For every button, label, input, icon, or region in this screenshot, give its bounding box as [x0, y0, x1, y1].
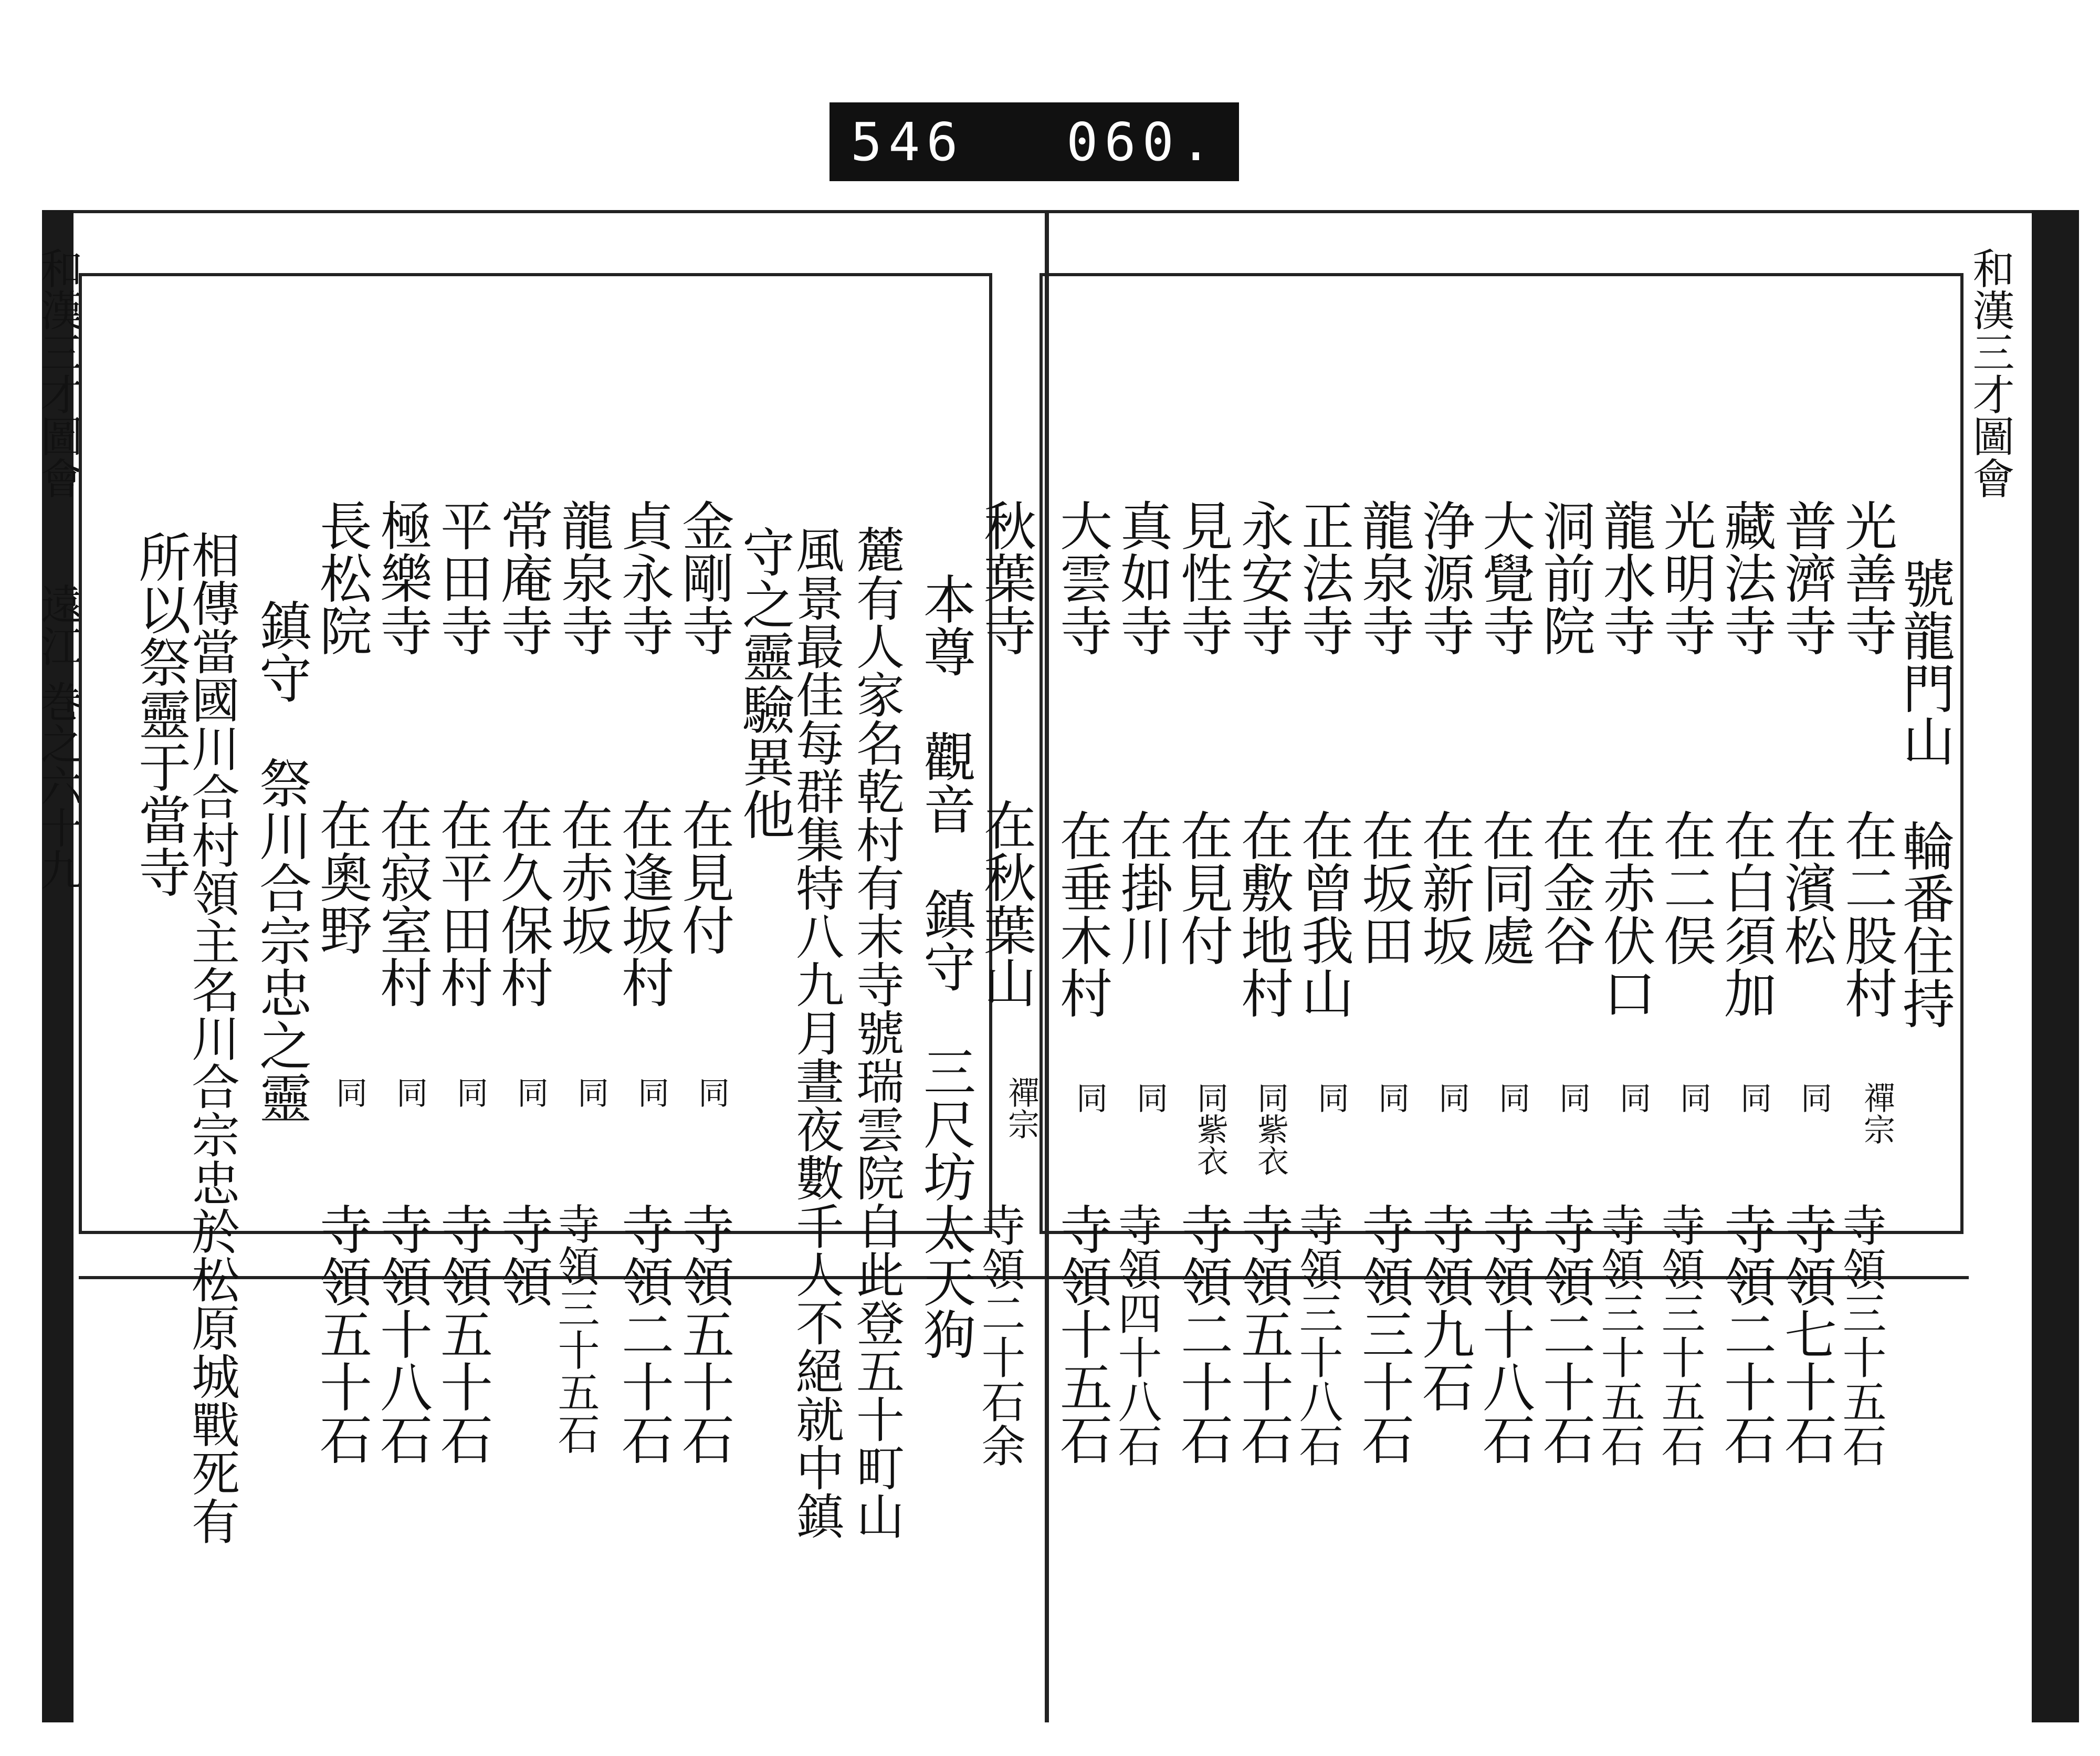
right-row-0-sect: 禪宗 — [1858, 1082, 1895, 1145]
right-row-3-loc: 在二俣 — [1655, 809, 1716, 966]
right-row-13-loc: 在垂木村 — [1051, 809, 1112, 1019]
left-row-5-fief: 寺領十八石 — [371, 1203, 433, 1465]
right-row-12-fief: 寺領四十八石 — [1111, 1203, 1162, 1467]
right-row-7-fief: 寺領九石 — [1413, 1203, 1475, 1413]
right-row-3-fief: 寺領三十五石 — [1654, 1203, 1706, 1467]
right-row-12-loc: 在掛川 — [1111, 809, 1173, 966]
right-margin-title: 和漢三才圖會 — [1966, 247, 2014, 499]
right-row-10-name: 永安寺 — [1232, 499, 1294, 656]
left-row-3-fief: 寺領 — [492, 1203, 553, 1308]
right-row-8-loc: 在坂田 — [1353, 809, 1414, 966]
right-row-8-name: 龍泉寺 — [1353, 499, 1414, 656]
right-row-11-loc: 在見付 — [1172, 809, 1233, 966]
right-row-10-loc: 在敷地村 — [1232, 809, 1294, 1019]
right-row-7-loc: 在新坂 — [1413, 809, 1475, 966]
left-row-0-fief: 寺領五十石 — [673, 1203, 734, 1465]
right-header: 號龍門山 輪番住持 — [1894, 557, 1955, 1029]
right-row-11-name: 見性寺 — [1172, 499, 1233, 656]
left-temple-sect: 禪宗 — [1003, 1076, 1040, 1140]
left-row-3-name: 常庵寺 — [492, 499, 553, 656]
right-row-12-sect: 同 — [1131, 1082, 1168, 1113]
right-row-13-name: 大雲寺 — [1051, 499, 1112, 656]
left-row-5-loc: 在寂室村 — [371, 798, 433, 1008]
left-desc-3: 守之靈驗異他 — [733, 525, 795, 840]
right-row-13-sect: 同 — [1071, 1082, 1108, 1113]
right-row-1-loc: 在濱松 — [1776, 809, 1837, 966]
right-row-6-fief: 寺領十八石 — [1474, 1203, 1535, 1465]
label-left: 546 — [850, 111, 964, 173]
right-row-1-fief: 寺領七十石 — [1776, 1203, 1837, 1465]
right-row-2-sect: 同 — [1735, 1082, 1772, 1113]
left-desc-1: 麓有人家名乾村有末寺號瑞雲院自此登五十町山 — [848, 525, 905, 1540]
right-row-6-sect: 同 — [1494, 1082, 1530, 1113]
right-row-7-name: 浄源寺 — [1413, 499, 1475, 656]
top-edge — [42, 210, 2079, 213]
left-row-6-fief: 寺領五十石 — [311, 1203, 372, 1465]
left-row-2-fief: 寺領三十五石 — [551, 1203, 600, 1455]
right-row-9-loc: 在曾我山 — [1293, 809, 1354, 1019]
left-row-4-sect: 同 — [452, 1076, 488, 1108]
left-row-6-loc: 在奧野 — [311, 798, 372, 956]
left-row-0-loc: 在見付 — [673, 798, 734, 956]
right-row-7-sect: 同 — [1433, 1082, 1470, 1113]
right-row-3-sect: 同 — [1675, 1082, 1712, 1113]
left-row-1-fief: 寺領二十石 — [613, 1203, 674, 1465]
right-row-13-fief: 寺領十五石 — [1051, 1203, 1112, 1465]
right-row-0-fief: 寺領三十五石 — [1835, 1203, 1887, 1467]
right-row-8-fief: 寺領三十石 — [1353, 1203, 1414, 1465]
right-row-1-name: 普濟寺 — [1776, 499, 1837, 656]
right-row-5-sect: 同 — [1554, 1082, 1591, 1113]
right-row-10-sect: 同紫衣 — [1252, 1082, 1289, 1176]
left-chinju: 鎮守 祭川合宗忠之靈 — [250, 599, 312, 1124]
left-temple-loc: 在秋葉山 — [975, 798, 1036, 1008]
right-row-4-fief: 寺領三十五石 — [1594, 1203, 1645, 1467]
left-honzon-line: 本尊 觀音 鎮守 三尺坊太天狗 — [915, 572, 976, 1360]
right-row-2-name: 藏法寺 — [1715, 499, 1777, 656]
right-row-2-fief: 寺領二十石 — [1715, 1203, 1777, 1465]
right-row-8-sect: 同 — [1373, 1082, 1410, 1113]
left-row-0-name: 金剛寺 — [673, 499, 734, 656]
right-row-2-loc: 在白須加 — [1715, 809, 1777, 1019]
right-row-4-loc: 在赤伏口 — [1594, 809, 1656, 1019]
left-desc-2: 風景最佳每群集特八九月晝夜數千人不絕就中鎮 — [788, 525, 844, 1540]
left-row-2-name: 龍泉寺 — [552, 499, 614, 656]
left-row-0-sect: 同 — [693, 1076, 730, 1108]
left-row-5-name: 極樂寺 — [371, 499, 433, 656]
left-row-1-loc: 在逢坂村 — [613, 798, 674, 1008]
left-temple-title: 秋葉寺 — [975, 499, 1036, 656]
left-row-2-loc: 在赤坂 — [552, 798, 614, 956]
left-row-1-sect: 同 — [633, 1076, 669, 1108]
right-row-9-name: 正法寺 — [1293, 499, 1354, 656]
right-row-11-fief: 寺領二十石 — [1172, 1203, 1233, 1465]
right-row-5-fief: 寺領二十石 — [1534, 1203, 1595, 1465]
right-row-11-sect: 同紫衣 — [1192, 1082, 1228, 1176]
right-row-1-sect: 同 — [1796, 1082, 1832, 1113]
right-row-6-loc: 在同處 — [1474, 809, 1535, 966]
right-row-0-name: 光善寺 — [1836, 499, 1897, 656]
right-row-4-sect: 同 — [1614, 1082, 1651, 1113]
left-trad-2: 所以祭靈于當寺 — [130, 530, 191, 898]
right-row-9-sect: 同 — [1312, 1082, 1349, 1113]
left-row-4-fief: 寺領五十石 — [432, 1203, 493, 1465]
left-row-2-sect: 同 — [572, 1076, 609, 1108]
label-right: 060. — [1066, 111, 1218, 173]
right-row-4-name: 龍水寺 — [1594, 499, 1656, 656]
right-row-6-name: 大覺寺 — [1474, 499, 1535, 656]
right-row-5-name: 洞前院 — [1534, 499, 1595, 656]
left-row-6-sect: 同 — [331, 1076, 368, 1108]
right-row-10-fief: 寺領五十石 — [1232, 1203, 1294, 1465]
left-row-3-sect: 同 — [512, 1076, 549, 1108]
left-row-5-sect: 同 — [391, 1076, 428, 1108]
right-row-12-name: 真如寺 — [1111, 499, 1173, 656]
right-row-3-name: 光明寺 — [1655, 499, 1716, 656]
archive-label — [830, 102, 1239, 181]
left-row-1-name: 貞永寺 — [613, 499, 674, 656]
left-trad-1: 相傳當國川合村領主名川合宗忠於松原城戰死有 — [184, 530, 240, 1545]
left-margin-title: 和漢三才圖會 遠江 巻之六十九 — [34, 247, 82, 891]
left-row-4-loc: 在平田村 — [432, 798, 493, 1008]
right-row-0-loc: 在二股村 — [1836, 809, 1897, 1019]
left-row-3-loc: 在久保村 — [492, 798, 553, 1008]
left-temple-fief: 寺領二十石余 — [974, 1203, 1026, 1467]
right-row-9-fief: 寺領三十八石 — [1292, 1203, 1343, 1467]
right-spine — [2032, 210, 2079, 1722]
left-row-6-name: 長松院 — [311, 499, 372, 656]
left-row-4-name: 平田寺 — [432, 499, 493, 656]
right-row-5-loc: 在金谷 — [1534, 809, 1595, 966]
